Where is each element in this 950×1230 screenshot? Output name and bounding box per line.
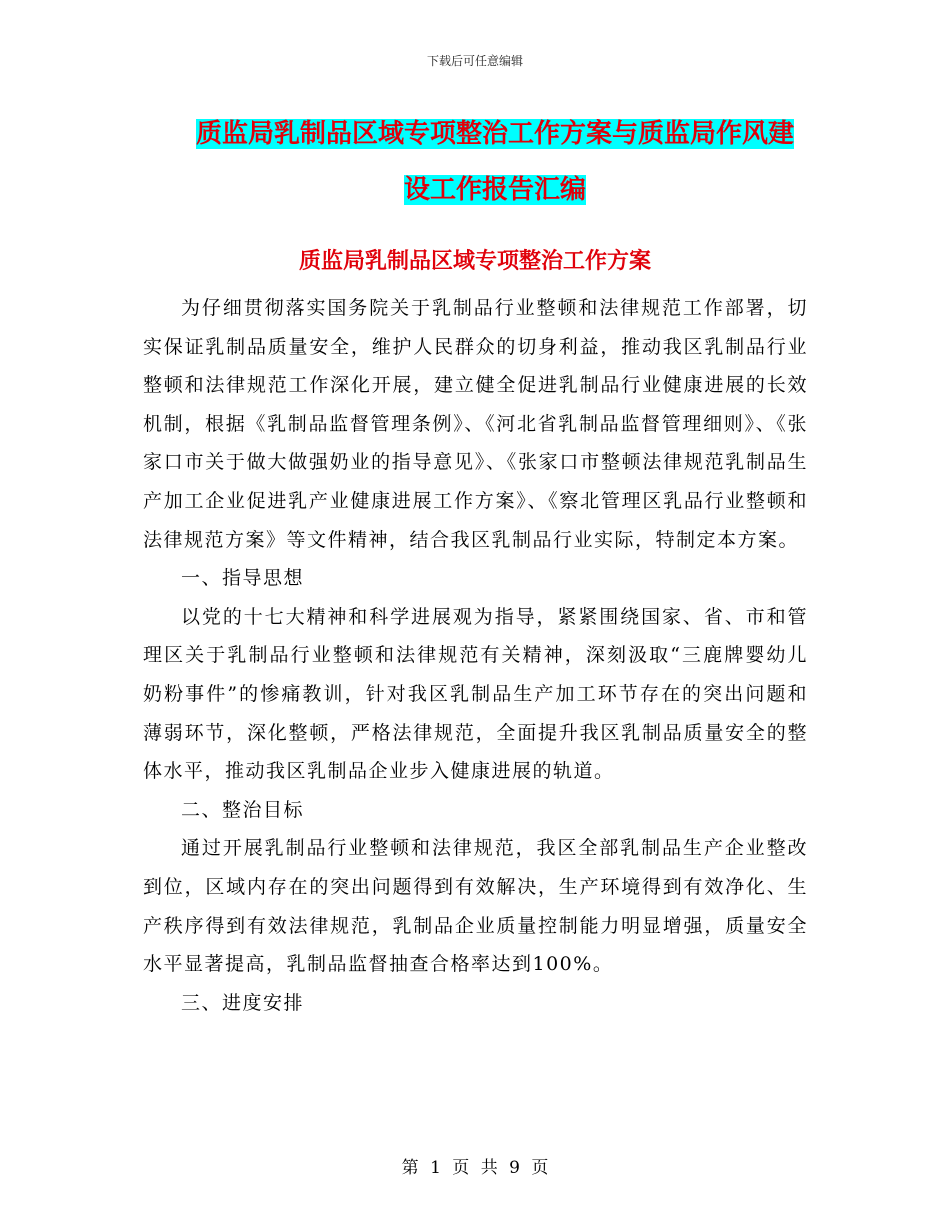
document-body bbox=[143, 289, 808, 1022]
heading-objectives: 二、整治目标 bbox=[181, 798, 305, 821]
section-title: 质监局乳制品区域专项整治工作方案 bbox=[298, 249, 651, 274]
document-title bbox=[175, 106, 815, 218]
paragraph-objectives: 通过开展乳制品行业整顿和法律规范，我区全部乳制品生产企业整改到位，区域内存在的突出问题得到有效解决，生产环境得到有效净化、生产秩序得到有效法律规范，乳制品企业质量控制能力明显增强，质量安全水平显著提高，乳制品监督抽查合格率达到100%。 bbox=[143, 837, 808, 976]
document-title-line-1: 质监局乳制品区域专项整治工作方案与质监局作风建 bbox=[195, 119, 794, 149]
paragraph-guiding-thought: 以党的十七大精神和科学进展观为指导，紧紧围绕国家、省、市和管理区关于乳制品行业整顿和法律规范有关精神，深刻汲取“三鹿牌婴幼儿奶粉事件”的惨痛教训，针对我区乳制品生产加工环节存在的突出问题和薄弱环节，深化整顿，严格法律规范，全面提升我区乳制品质量安全的整体水平，推动我区乳制品企业步入健康进展的轨道。 bbox=[143, 605, 808, 783]
heading-schedule: 三、进度安排 bbox=[181, 991, 305, 1014]
document-title-line-2: 设工作报告汇编 bbox=[403, 175, 586, 205]
heading-guiding-thought: 一、指导思想 bbox=[181, 567, 305, 590]
page-number-footer: 第 1 页 共 9 页 bbox=[401, 1158, 549, 1178]
paragraph-intro: 为仔细贯彻落实国务院关于乳制品行业整顿和法律规范工作部署，切实保证乳制品质量安全，维护人民群众的切身利益，推动我区乳制品行业整顿和法律规范工作深化开展，建立健全促进乳制品行业健康进展的长效机制，根据《乳制品监督管理条例》、《河北省乳制品监督管理细则》、《张家口市关于做大做强奶业的指导意见》、《张家口市整顿法律规范乳制品生产加工企业促进乳产业健康进展工作方案》、《察北管理区乳品行业整顿和法律规范方案》等文件精神，结合我区乳制品行业实际，特制定本方案。 bbox=[143, 297, 808, 551]
page-header-note: 下载后可任意编辑 bbox=[426, 54, 523, 68]
